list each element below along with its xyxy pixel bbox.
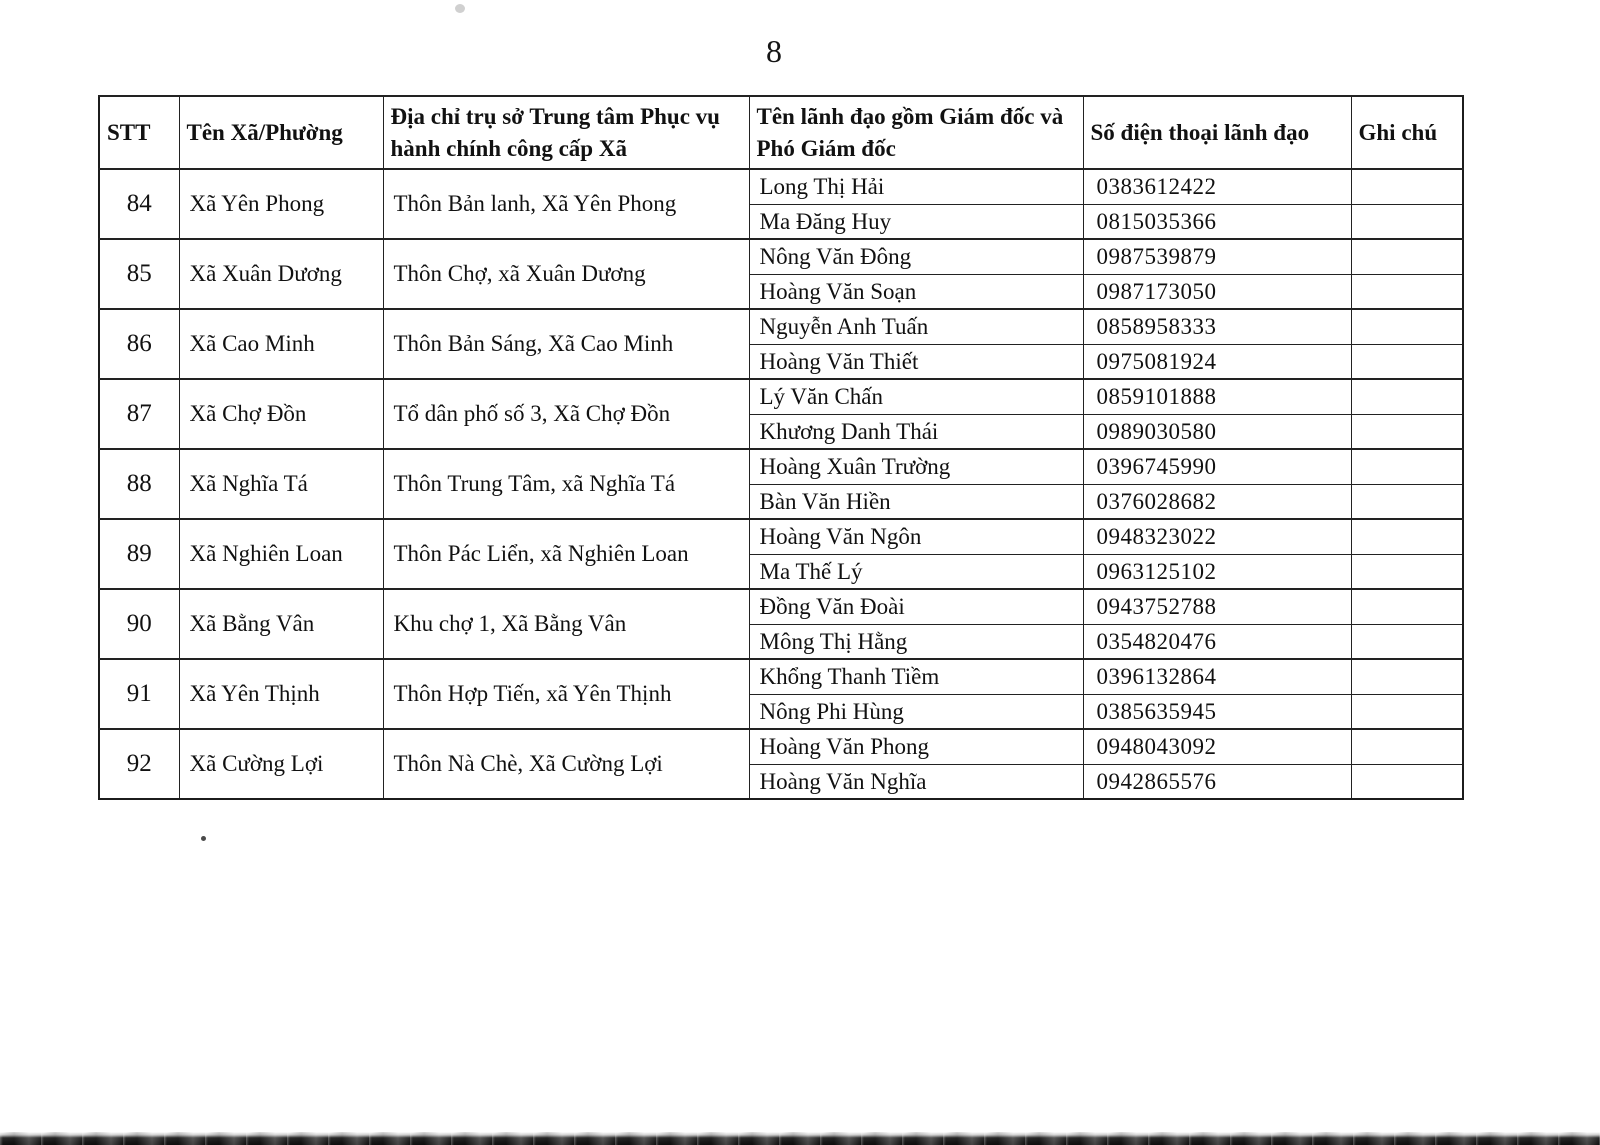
address-cell: Thôn Bản lanh, Xã Yên Phong — [383, 169, 749, 239]
header-row — [99, 96, 1463, 169]
leader-name-cell: Hoàng Xuân Trường — [749, 449, 1083, 484]
header-commune: Tên Xã/Phường — [179, 96, 383, 169]
note-cell — [1351, 274, 1463, 309]
address-cell: Thôn Pác Liển, xã Nghiên Loan — [383, 519, 749, 589]
leader-name-cell: Hoàng Văn Thiết — [749, 344, 1083, 379]
address-cell: Thôn Chợ, xã Xuân Dương — [383, 239, 749, 309]
address-cell: Thôn Bản Sáng, Xã Cao Minh — [383, 309, 749, 379]
note-cell — [1351, 764, 1463, 799]
leader-name-cell: Mông Thị Hằng — [749, 624, 1083, 659]
table-row — [99, 519, 1463, 554]
scan-edge-artifact — [0, 1132, 1600, 1145]
leader-phone-cell: 0989030580 — [1083, 414, 1351, 449]
header-leaders: Tên lãnh đạo gồm Giám đốc và Phó Giám đốc — [749, 96, 1083, 169]
stt-cell: 84 — [99, 169, 179, 239]
leader-phone-cell: 0858958333 — [1083, 309, 1351, 344]
table-row — [99, 449, 1463, 484]
address-cell: Tổ dân phố số 3, Xã Chợ Đồn — [383, 379, 749, 449]
leader-name-cell: Nguyễn Anh Tuấn — [749, 309, 1083, 344]
page-number: 8 — [766, 33, 782, 69]
leader-phone-cell: 0815035366 — [1083, 204, 1351, 239]
note-cell — [1351, 554, 1463, 589]
header-stt: STT — [99, 96, 179, 169]
leader-phone-cell: 0987539879 — [1083, 239, 1351, 274]
note-cell — [1351, 379, 1463, 414]
leader-name-cell: Ma Đăng Huy — [749, 204, 1083, 239]
table-row — [99, 239, 1463, 274]
leader-phone-cell: 0354820476 — [1083, 624, 1351, 659]
commune-cell: Xã Yên Thịnh — [179, 659, 383, 729]
note-cell — [1351, 449, 1463, 484]
leader-phone-cell: 0948323022 — [1083, 519, 1351, 554]
leader-phone-cell: 0948043092 — [1083, 729, 1351, 764]
note-cell — [1351, 169, 1463, 204]
stt-cell: 86 — [99, 309, 179, 379]
stt-cell: 91 — [99, 659, 179, 729]
commune-cell: Xã Nghĩa Tá — [179, 449, 383, 519]
note-cell — [1351, 204, 1463, 239]
stt-cell: 89 — [99, 519, 179, 589]
note-cell — [1351, 694, 1463, 729]
table-row — [99, 659, 1463, 694]
address-cell: Thôn Hợp Tiến, xã Yên Thịnh — [383, 659, 749, 729]
table-row — [99, 309, 1463, 344]
stt-cell: 90 — [99, 589, 179, 659]
commune-cell: Xã Xuân Dương — [179, 239, 383, 309]
leader-name-cell: Đồng Văn Đoài — [749, 589, 1083, 624]
note-cell — [1351, 659, 1463, 694]
leader-name-cell: Hoàng Văn Ngôn — [749, 519, 1083, 554]
note-cell — [1351, 239, 1463, 274]
address-cell: Khu chợ 1, Xã Bằng Vân — [383, 589, 749, 659]
commune-directory-table — [98, 95, 1464, 800]
leader-phone-cell: 0376028682 — [1083, 484, 1351, 519]
leader-name-cell: Khương Danh Thái — [749, 414, 1083, 449]
note-cell — [1351, 519, 1463, 554]
table-row — [99, 589, 1463, 624]
leader-phone-cell: 0943752788 — [1083, 589, 1351, 624]
leader-name-cell: Bàn Văn Hiền — [749, 484, 1083, 519]
header-note: Ghi chú — [1351, 96, 1463, 169]
stt-cell: 85 — [99, 239, 179, 309]
leader-name-cell: Hoàng Văn Nghĩa — [749, 764, 1083, 799]
stt-cell: 92 — [99, 729, 179, 799]
note-cell — [1351, 414, 1463, 449]
scan-speck-artifact — [455, 4, 465, 13]
note-cell — [1351, 344, 1463, 379]
scan-dot-artifact — [201, 836, 206, 841]
note-cell — [1351, 624, 1463, 659]
commune-cell: Xã Cường Lợi — [179, 729, 383, 799]
stt-cell: 87 — [99, 379, 179, 449]
leader-name-cell: Nông Phi Hùng — [749, 694, 1083, 729]
note-cell — [1351, 309, 1463, 344]
leader-phone-cell: 0859101888 — [1083, 379, 1351, 414]
leader-phone-cell: 0975081924 — [1083, 344, 1351, 379]
note-cell — [1351, 484, 1463, 519]
table-row — [99, 169, 1463, 204]
commune-cell: Xã Nghiên Loan — [179, 519, 383, 589]
commune-cell: Xã Chợ Đồn — [179, 379, 383, 449]
address-cell: Thôn Nà Chè, Xã Cường Lợi — [383, 729, 749, 799]
note-cell — [1351, 589, 1463, 624]
leader-phone-cell: 0942865576 — [1083, 764, 1351, 799]
leader-name-cell: Lý Văn Chấn — [749, 379, 1083, 414]
leader-name-cell: Khổng Thanh Tiềm — [749, 659, 1083, 694]
leader-phone-cell: 0385635945 — [1083, 694, 1351, 729]
leader-name-cell: Hoàng Văn Soạn — [749, 274, 1083, 309]
leader-phone-cell: 0383612422 — [1083, 169, 1351, 204]
leader-phone-cell: 0963125102 — [1083, 554, 1351, 589]
leader-phone-cell: 0396132864 — [1083, 659, 1351, 694]
header-phone: Số điện thoại lãnh đạo — [1083, 96, 1351, 169]
stt-cell: 88 — [99, 449, 179, 519]
leader-name-cell: Hoàng Văn Phong — [749, 729, 1083, 764]
table-row — [99, 729, 1463, 764]
commune-cell: Xã Bằng Vân — [179, 589, 383, 659]
leader-name-cell: Nông Văn Đông — [749, 239, 1083, 274]
commune-cell: Xã Cao Minh — [179, 309, 383, 379]
address-cell: Thôn Trung Tâm, xã Nghĩa Tá — [383, 449, 749, 519]
leader-name-cell: Long Thị Hải — [749, 169, 1083, 204]
commune-cell: Xã Yên Phong — [179, 169, 383, 239]
leader-phone-cell: 0396745990 — [1083, 449, 1351, 484]
note-cell — [1351, 729, 1463, 764]
table-row — [99, 379, 1463, 414]
leader-name-cell: Ma Thế Lý — [749, 554, 1083, 589]
header-address: Địa chỉ trụ sở Trung tâm Phục vụ hành chính công cấp Xã — [383, 96, 749, 169]
leader-phone-cell: 0987173050 — [1083, 274, 1351, 309]
